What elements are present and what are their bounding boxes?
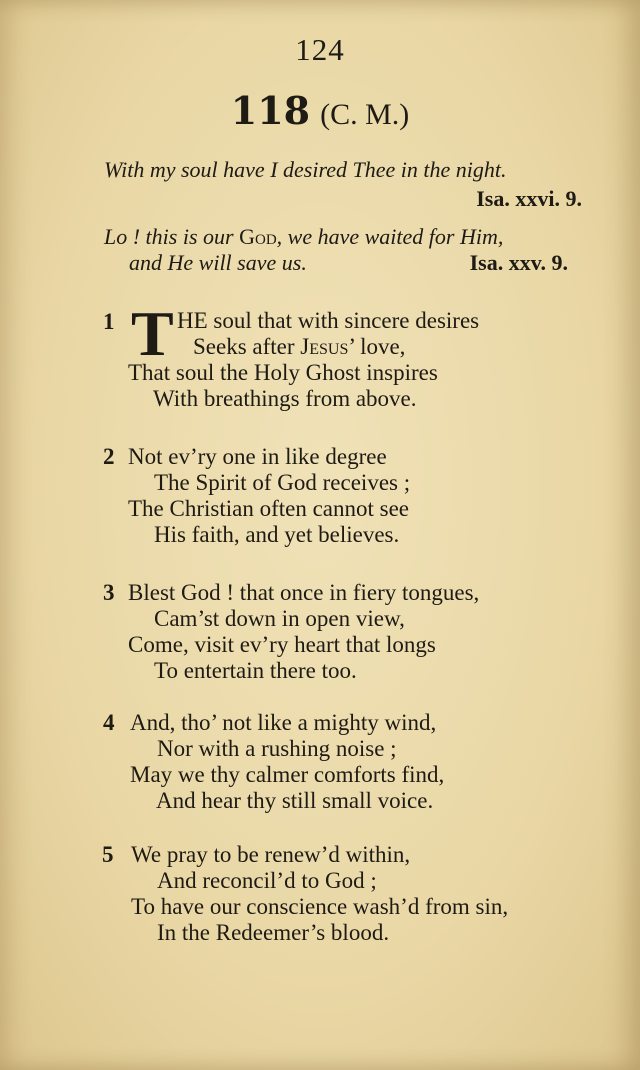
verse-line: Cam’st down in open view, (154, 606, 405, 631)
verse-line: Blest God ! that once in fiery tongues, (128, 580, 480, 605)
verse-number: 1 (103, 309, 115, 334)
page-number: 124 (295, 32, 345, 67)
verse-line: HE soul that with sincere desires (177, 308, 480, 333)
verse-line: The Spirit of God receives ; (154, 470, 411, 495)
verse-line: To entertain there too. (154, 658, 357, 683)
hymn-number: 118 (230, 88, 311, 133)
verse-number: 5 (102, 842, 114, 867)
divine-name: God (239, 224, 277, 249)
hymn-meter: (C. M.) (320, 98, 410, 131)
verse-line: In the Redeemer’s blood. (157, 920, 390, 945)
divine-name: Jesus (300, 334, 349, 359)
verse-line: With breathings from above. (153, 386, 417, 411)
epigraph-reference: Isa. xxv. 9. (469, 250, 568, 275)
epigraph-text: With my soul have I desired Thee in the night. (104, 157, 507, 182)
verse-number: 2 (103, 444, 115, 469)
verse-line: And, tho’ not like a mighty wind, (130, 710, 437, 735)
hymn-heading (0, 88, 640, 133)
epigraph-text-part: Lo ! this is our (104, 224, 240, 249)
verse-line: The Christian often cannot see (128, 496, 410, 521)
verse-line: To have our conscience wash’d from sin, (131, 894, 509, 919)
verse-line: His faith, and yet believes. (154, 522, 400, 547)
verse-line: Not ev’ry one in like degree (128, 444, 387, 469)
verse-line: And hear thy still small voice. (156, 788, 434, 813)
verse-number: 3 (103, 580, 115, 605)
verse-line-part: ’ love, (348, 334, 406, 359)
verse-line (193, 334, 405, 360)
epigraph-reference: Isa. xxvi. 9. (476, 186, 582, 211)
verse-line: And reconcil’d to God ; (157, 868, 377, 893)
drop-cap: T (131, 298, 174, 369)
verse-line: May we thy calmer comforts find, (130, 762, 445, 787)
verse-line: That soul the Holy Ghost inspires (128, 360, 438, 385)
epigraph-text-part: , we have waited for Him, (276, 224, 504, 249)
verse-line: We pray to be renew’d within, (131, 842, 411, 867)
verse-line: Come, visit ev’ry heart that longs (128, 632, 436, 657)
verse-number: 4 (103, 710, 115, 735)
epigraph-text-line2: and He will save us. (129, 250, 307, 275)
epigraph-text (104, 224, 503, 250)
verse-line: Nor with a rushing noise ; (157, 736, 397, 761)
verse-line-part: Seeks after (193, 334, 301, 359)
